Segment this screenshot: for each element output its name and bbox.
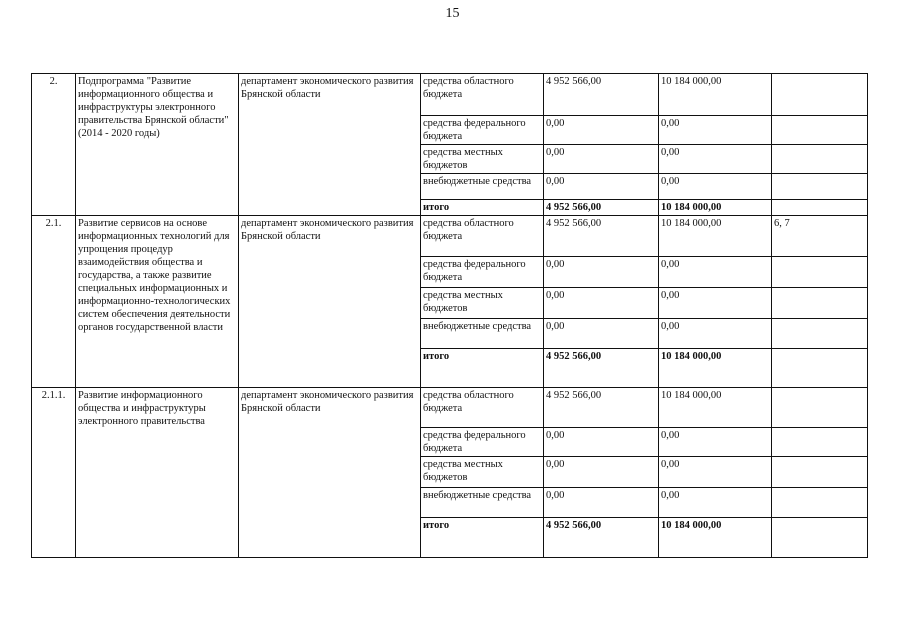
amount-year-1: 4 952 566,00 (544, 74, 659, 116)
indicator-numbers (772, 200, 868, 216)
amount-year-2: 0,00 (659, 145, 772, 174)
amount-year-1: 0,00 (544, 457, 659, 488)
funding-source: средства федерального бюджета (421, 116, 544, 145)
funding-source: средства федерального бюджета (421, 257, 544, 288)
indicator-numbers (772, 145, 868, 174)
amount-year-1: 4 952 566,00 (544, 388, 659, 428)
indicator-numbers (772, 74, 868, 116)
amount-year-1: 0,00 (544, 145, 659, 174)
funding-source: средства областного бюджета (421, 388, 544, 428)
indicator-numbers (772, 388, 868, 428)
indicator-numbers (772, 457, 868, 488)
funding-source: средства местных бюджетов (421, 288, 544, 319)
funding-source: итого (421, 349, 544, 388)
funding-row (32, 216, 868, 257)
funding-source: средства областного бюджета (421, 74, 544, 116)
funding-source: итого (421, 518, 544, 558)
amount-year-2: 0,00 (659, 457, 772, 488)
amount-year-1: 4 952 566,00 (544, 518, 659, 558)
item-executor: департамент экономического развития Брянской области (239, 388, 421, 558)
indicator-numbers: 6, 7 (772, 216, 868, 257)
funding-row (32, 74, 868, 116)
item-name: Подпрограмма "Развитие информационного общества и инфраструктуры электронного правительства Брянской области" (2014 - 2020 годы) (76, 74, 239, 216)
amount-year-2: 0,00 (659, 257, 772, 288)
indicator-numbers (772, 488, 868, 518)
amount-year-2: 0,00 (659, 174, 772, 200)
amount-year-1: 0,00 (544, 288, 659, 319)
funding-source: средства областного бюджета (421, 216, 544, 257)
item-name: Развитие информационного общества и инфраструктуры электронного правительства (76, 388, 239, 558)
amount-year-1: 0,00 (544, 319, 659, 349)
indicator-numbers (772, 518, 868, 558)
amount-year-2: 0,00 (659, 116, 772, 145)
amount-year-1: 0,00 (544, 428, 659, 457)
item-executor: департамент экономического развития Брянской области (239, 74, 421, 216)
indicator-numbers (772, 288, 868, 319)
amount-year-1: 0,00 (544, 174, 659, 200)
item-number: 2.1.1. (32, 388, 76, 558)
amount-year-1: 0,00 (544, 488, 659, 518)
funding-source: средства местных бюджетов (421, 145, 544, 174)
indicator-numbers (772, 174, 868, 200)
amount-year-2: 0,00 (659, 488, 772, 518)
amount-year-2: 10 184 000,00 (659, 388, 772, 428)
funding-source: внебюджетные средства (421, 488, 544, 518)
amount-year-2: 0,00 (659, 288, 772, 319)
amount-year-1: 4 952 566,00 (544, 200, 659, 216)
amount-year-2: 0,00 (659, 319, 772, 349)
amount-year-2: 10 184 000,00 (659, 74, 772, 116)
funding-source: итого (421, 200, 544, 216)
item-number: 2.1. (32, 216, 76, 388)
funding-source: внебюджетные средства (421, 174, 544, 200)
amount-year-1: 0,00 (544, 257, 659, 288)
funding-source: внебюджетные средства (421, 319, 544, 349)
amount-year-2: 10 184 000,00 (659, 349, 772, 388)
item-name: Развитие сервисов на основе информационных технологий для упрощения процедур взаимодействия общества и государства, а также развитие специальных информационных и информационно-технологических систем обеспечения деятельности органов государственной власти (76, 216, 239, 388)
indicator-numbers (772, 428, 868, 457)
funding-source: средства местных бюджетов (421, 457, 544, 488)
indicator-numbers (772, 257, 868, 288)
amount-year-1: 4 952 566,00 (544, 349, 659, 388)
page-number: 15 (445, 6, 460, 21)
amount-year-2: 10 184 000,00 (659, 200, 772, 216)
indicator-numbers (772, 116, 868, 145)
indicator-numbers (772, 349, 868, 388)
funding-row (32, 388, 868, 428)
amount-year-1: 0,00 (544, 116, 659, 145)
amount-year-1: 4 952 566,00 (544, 216, 659, 257)
item-executor: департамент экономического развития Брянской области (239, 216, 421, 388)
item-number: 2. (32, 74, 76, 216)
indicator-numbers (772, 319, 868, 349)
funding-source: средства федерального бюджета (421, 428, 544, 457)
amount-year-2: 10 184 000,00 (659, 216, 772, 257)
amount-year-2: 0,00 (659, 428, 772, 457)
budget-table (31, 73, 868, 558)
amount-year-2: 10 184 000,00 (659, 518, 772, 558)
